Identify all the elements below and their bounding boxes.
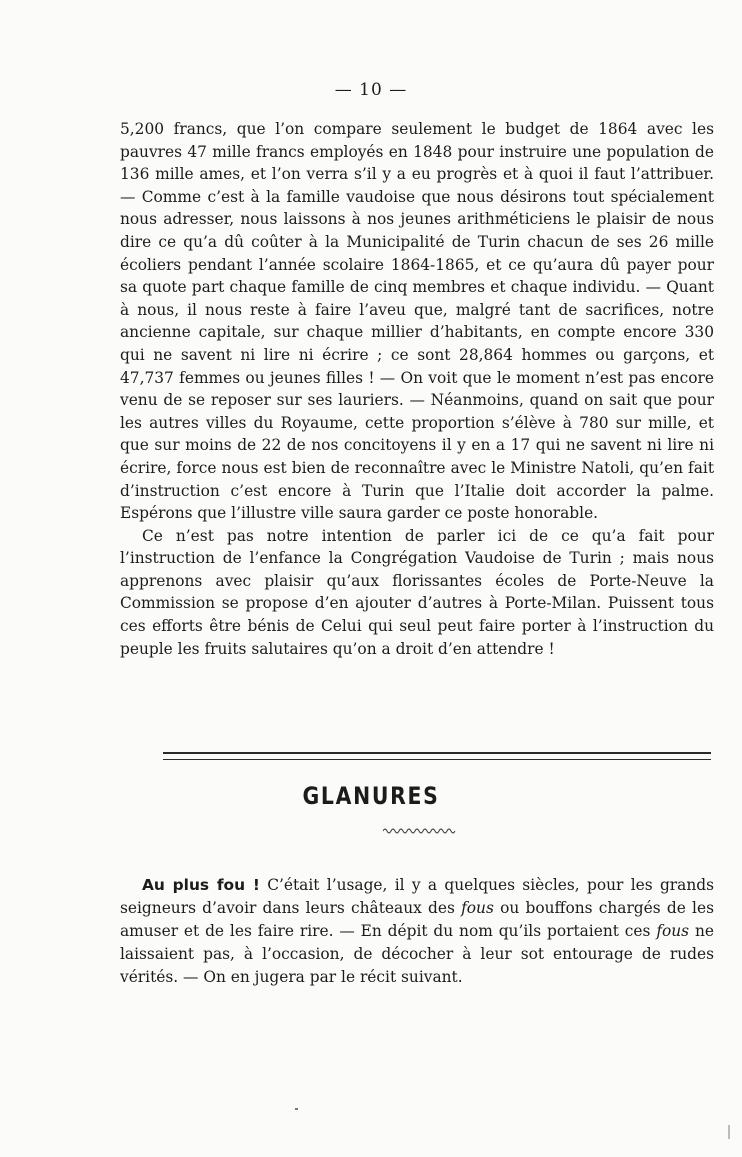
text-segment: ne laissaient pas, à l’occasion, de décocher à leur sot entourage de rudes vérités. — On en jugera par le récit suivant. bbox=[120, 922, 714, 986]
italic-word: fous bbox=[461, 899, 494, 917]
lead-phrase: Au plus fou ! bbox=[142, 876, 260, 894]
paragraph: Ce n’est pas notre intention de parler ici de ce qu’a fait pour l’instruction de l’enfance la Congrégation Vaudoise de Turin ; mais nous apprenons avec plaisir qu’aux florissantes écoles de Porte-Neuve la Commission se propose d’en ajouter d’autres à Porte-Milan. Puissent tous ces efforts être bénis de Celui qui seul peut faire porter à l’instruction du peuple les fruits salutaires qu’on a droit d’en attendre ! bbox=[120, 526, 714, 658]
anecdote-paragraph bbox=[120, 874, 714, 989]
italic-word: fous bbox=[656, 922, 690, 940]
page-number: — 10 — bbox=[334, 80, 408, 100]
text-segment: ou bouffons chargés de les amuser et de les faire rire. — En dépit du nom qu’ils portaient ces bbox=[120, 899, 714, 940]
text-segment: C’était l’usage, il y a quelques siècles, pour les grands seigneurs d’avoir dans leurs châteaux des bbox=[120, 876, 714, 917]
ink-speck bbox=[728, 1125, 730, 1139]
ornament bbox=[383, 826, 457, 836]
section-divider bbox=[163, 752, 711, 760]
glanures-text bbox=[120, 874, 714, 989]
body-text bbox=[120, 118, 714, 660]
paragraph: 5,200 francs, que l’on compare seulement le budget de 1864 avec les pauvres 47 mille francs employés en 1848 pour instruire une population de 136 mille ames, et l’on verra s’il y a eu progrès et à quoi il faut l’attribuer. — Comme c’est à la famille vaudoise que nous désirons tout spécialement nous adresser, nous laissons à nos jeunes arithméticiens le plaisir de nous dire ce qu’a dû coûter à la Municipalité de Turin chacun de ses 26 mille écoliers pendant l’année scolaire 1864-1865, et ce qu’aura dû payer pour sa quote part chaque famille de cinq membres et chaque individu. — Quant à nous, il nous reste à faire l’aveu que, malgré tant de sacrifices, notre ancienne capitale, sur chaque millier d’habitants, en compte encore 330 qui ne savent ni lire ni écrire ; ce sont 28,864 hommes ou garçons, et 47,737 femmes ou jeunes filles ! — On voit que le moment n’est pas encore venu de se reposer sur ses lauriers. — Néanmoins, quand on sait que pour les autres villes du Royaume, cette proportion s’élève à 780 sur mille, et que sur moins de 22 de nos concitoyens il y en a 17 qui ne savent ni lire ni écrire, force nous est bien de reconnaître avec le Ministre Natoli, qu’en fait d’instruction c’est encore à Turin que l’Italie doit accorder la palme. Espérons que l’illustre ville saura garder ce poste honorable. bbox=[120, 120, 714, 523]
section-title: GLANURES bbox=[302, 782, 440, 810]
ink-speck bbox=[295, 1108, 298, 1110]
